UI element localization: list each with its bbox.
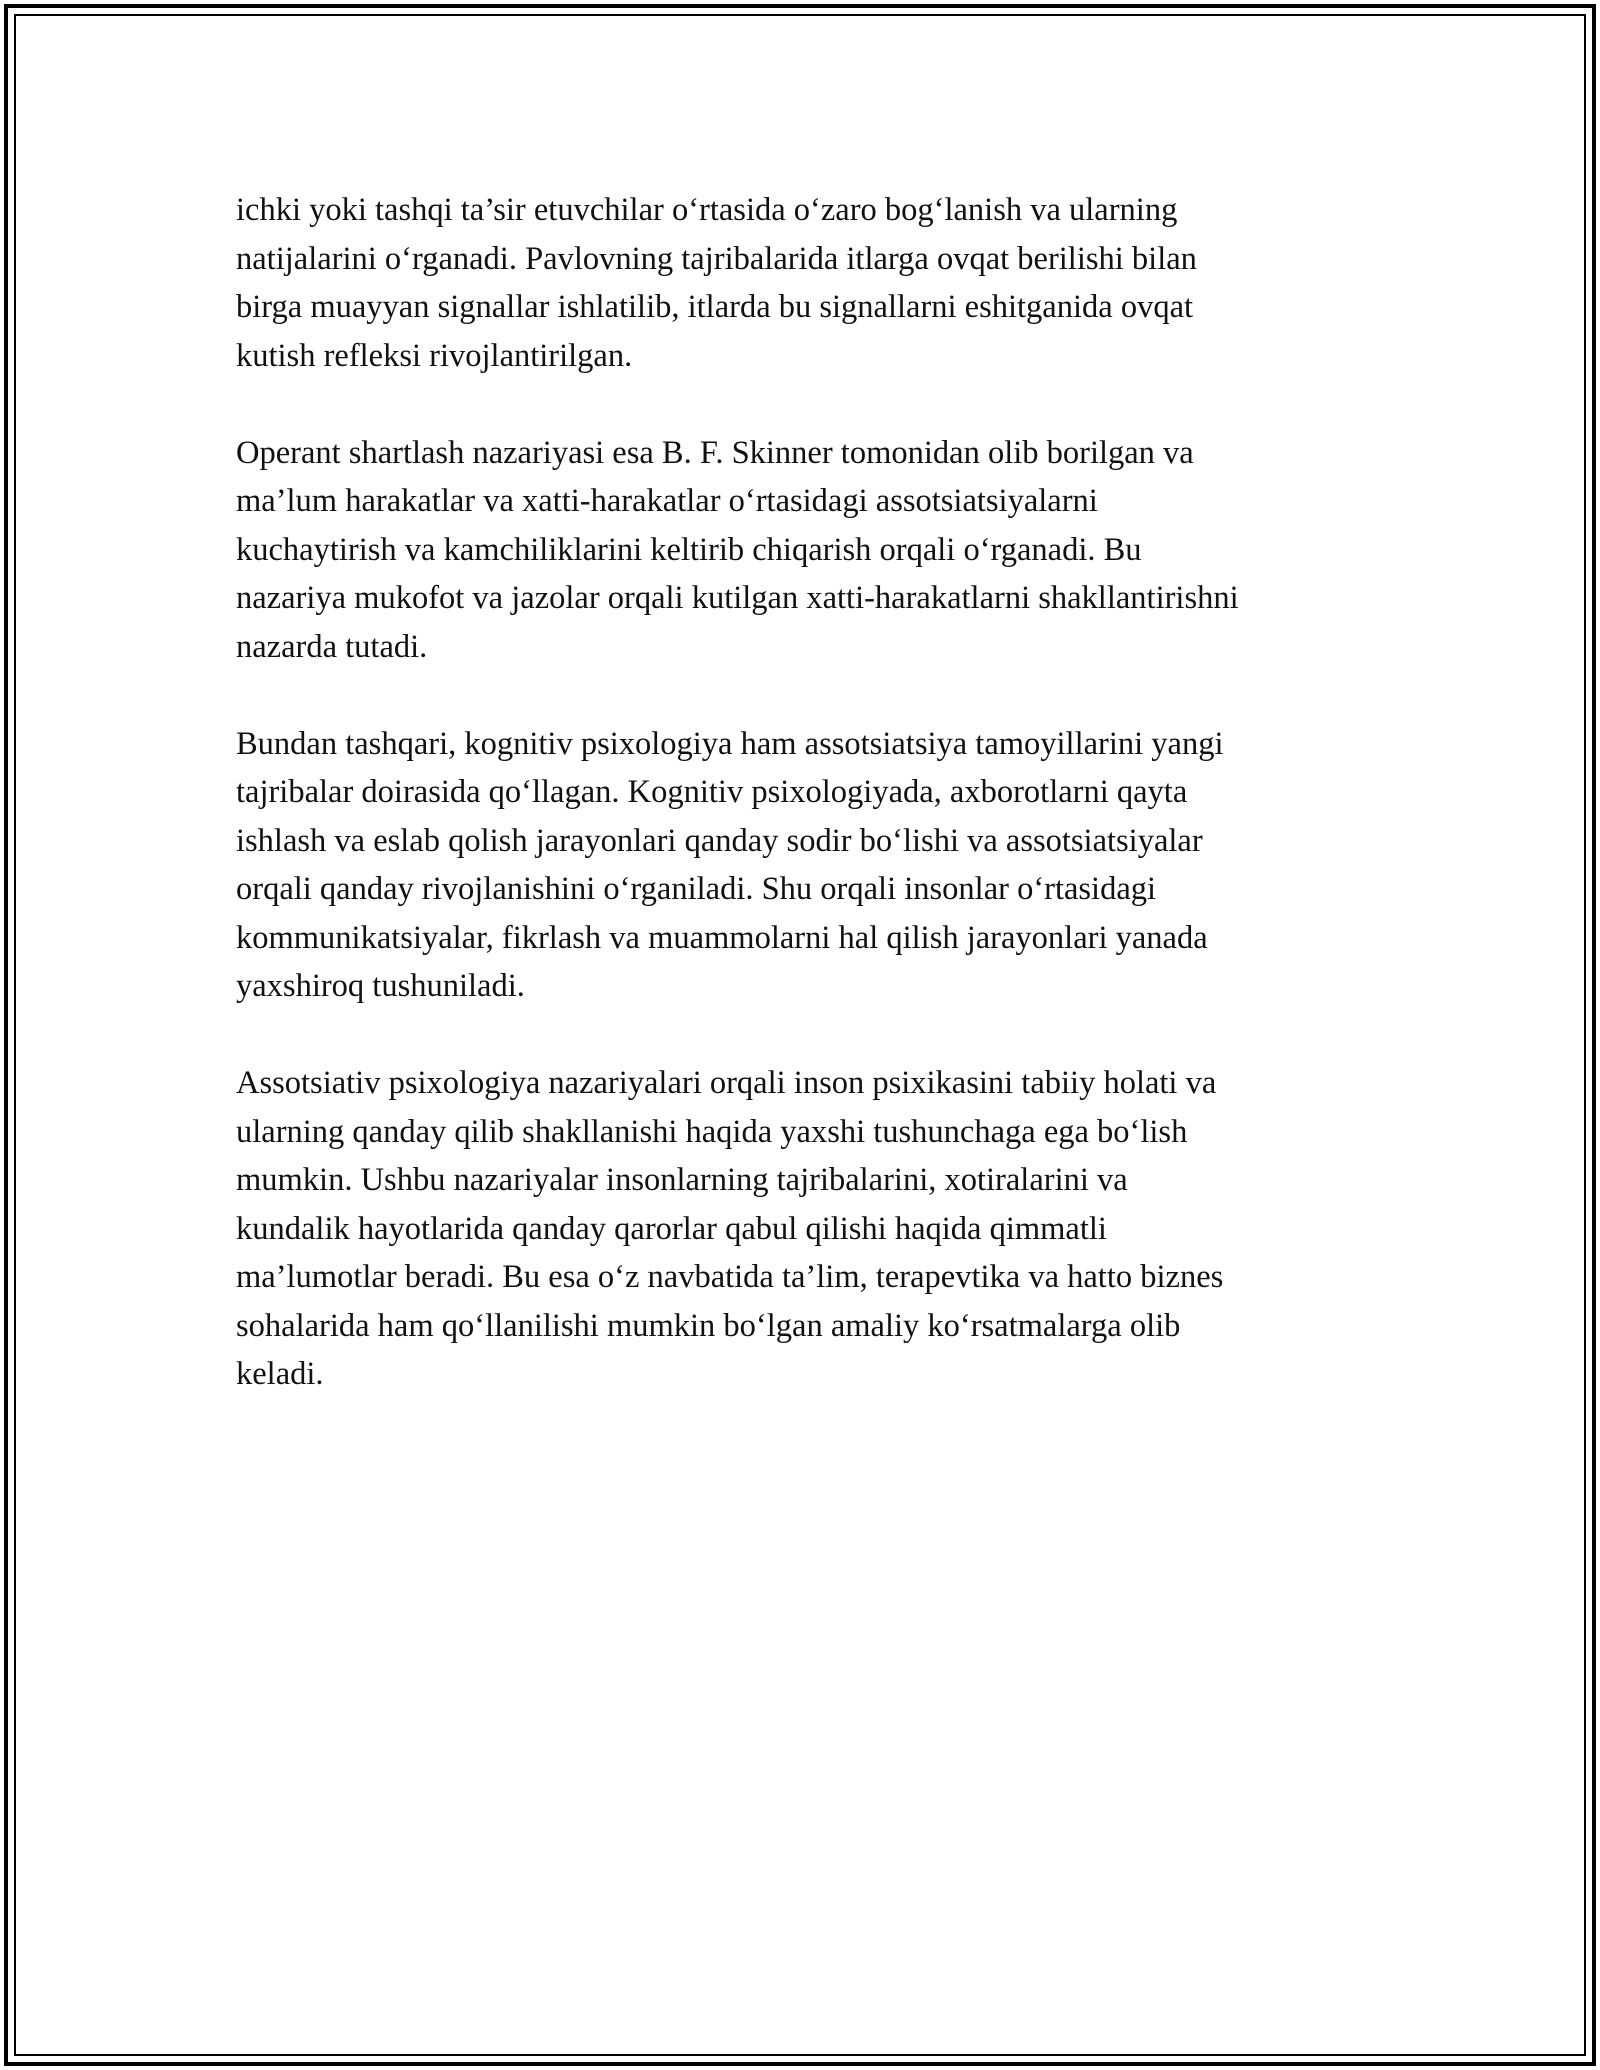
text-line: nazariya mukofot va jazolar orqali kutilgan xatti-harakatlarni shakllantirishni xyxy=(236,580,1239,616)
text-line: nazarda tutadi. xyxy=(236,628,428,665)
text-line: yaxshiroq tushuniladi. xyxy=(236,968,525,1004)
text-line: birga muayyan signallar ishlatilib, itlarda bu signallarni eshitganida ovqat xyxy=(236,289,1194,325)
paragraph-1 xyxy=(236,186,1416,380)
paragraph-2 xyxy=(236,429,1416,672)
text-line: Bundan tashqari, kognitiv psixologiya ham assotsiatsiya tamoyillarini yangi xyxy=(236,725,1224,762)
text-line: sohalarida ham qo‘llanilishi mumkin bo‘lgan amaliy ko‘rsatmalarga olib xyxy=(236,1307,1181,1344)
paragraph-4 xyxy=(236,1059,1416,1399)
text-line: kutish refleksi rivojlantirilgan. xyxy=(236,337,633,374)
text-line: kuchaytirish va kamchiliklarini keltirib chiqarish orqali o‘rganadi. Bu xyxy=(236,531,1142,568)
text-line: ishlash va eslab qolish jarayonlari qanday sodir bo‘lishi va assotsiatsiyalar xyxy=(236,822,1203,859)
text-line: kommunikatsiyalar, fikrlash va muammolarni hal qilish jarayonlari yanada xyxy=(236,919,1208,956)
text-line: mumkin. Ushbu nazariyalar insonlarning tajribalarini, xotiralarini va xyxy=(236,1162,1128,1198)
text-line: ma’lumotlar beradi. Bu esa o‘z navbatida ta’lim, terapevtika va hatto biznes xyxy=(236,1259,1224,1295)
text-line: tajribalar doirasida qo‘llagan. Kognitiv psixologiyada, axborotlarni qayta xyxy=(236,774,1188,810)
text-line: ularning qanday qilib shakllanishi haqida yaxshi tushunchaga ega bo‘lish xyxy=(236,1113,1188,1150)
text-line: ichki yoki tashqi ta’sir etuvchilar o‘rtasida o‘zaro bog‘lanish va ularning xyxy=(236,192,1178,228)
text-line: Assotsiativ psixologiya nazariyalari orqali inson psixikasini tabiiy holati va xyxy=(236,1065,1217,1101)
text-line: ma’lum harakatlar va xatti-harakatlar o‘rtasidagi assotsiatsiyalarni xyxy=(236,483,1098,519)
text-line: orqali qanday rivojlanishini o‘rganiladi. Shu orqali insonlar o‘rtasidagi xyxy=(236,871,1157,907)
text-line: natijalarini o‘rganadi. Pavlovning tajribalarida itlarga ovqat berilishi bilan xyxy=(236,240,1197,277)
paragraph-3 xyxy=(236,720,1416,1011)
text-line: keladi. xyxy=(236,1356,324,1392)
text-line: kundalik hayotlarida qanday qarorlar qabul qilishi haqida qimmatli xyxy=(236,1210,1107,1247)
document-body xyxy=(236,186,1416,1447)
text-line: Operant shartlash nazariyasi esa B. F. Skinner tomonidan olib borilgan va xyxy=(236,434,1194,471)
